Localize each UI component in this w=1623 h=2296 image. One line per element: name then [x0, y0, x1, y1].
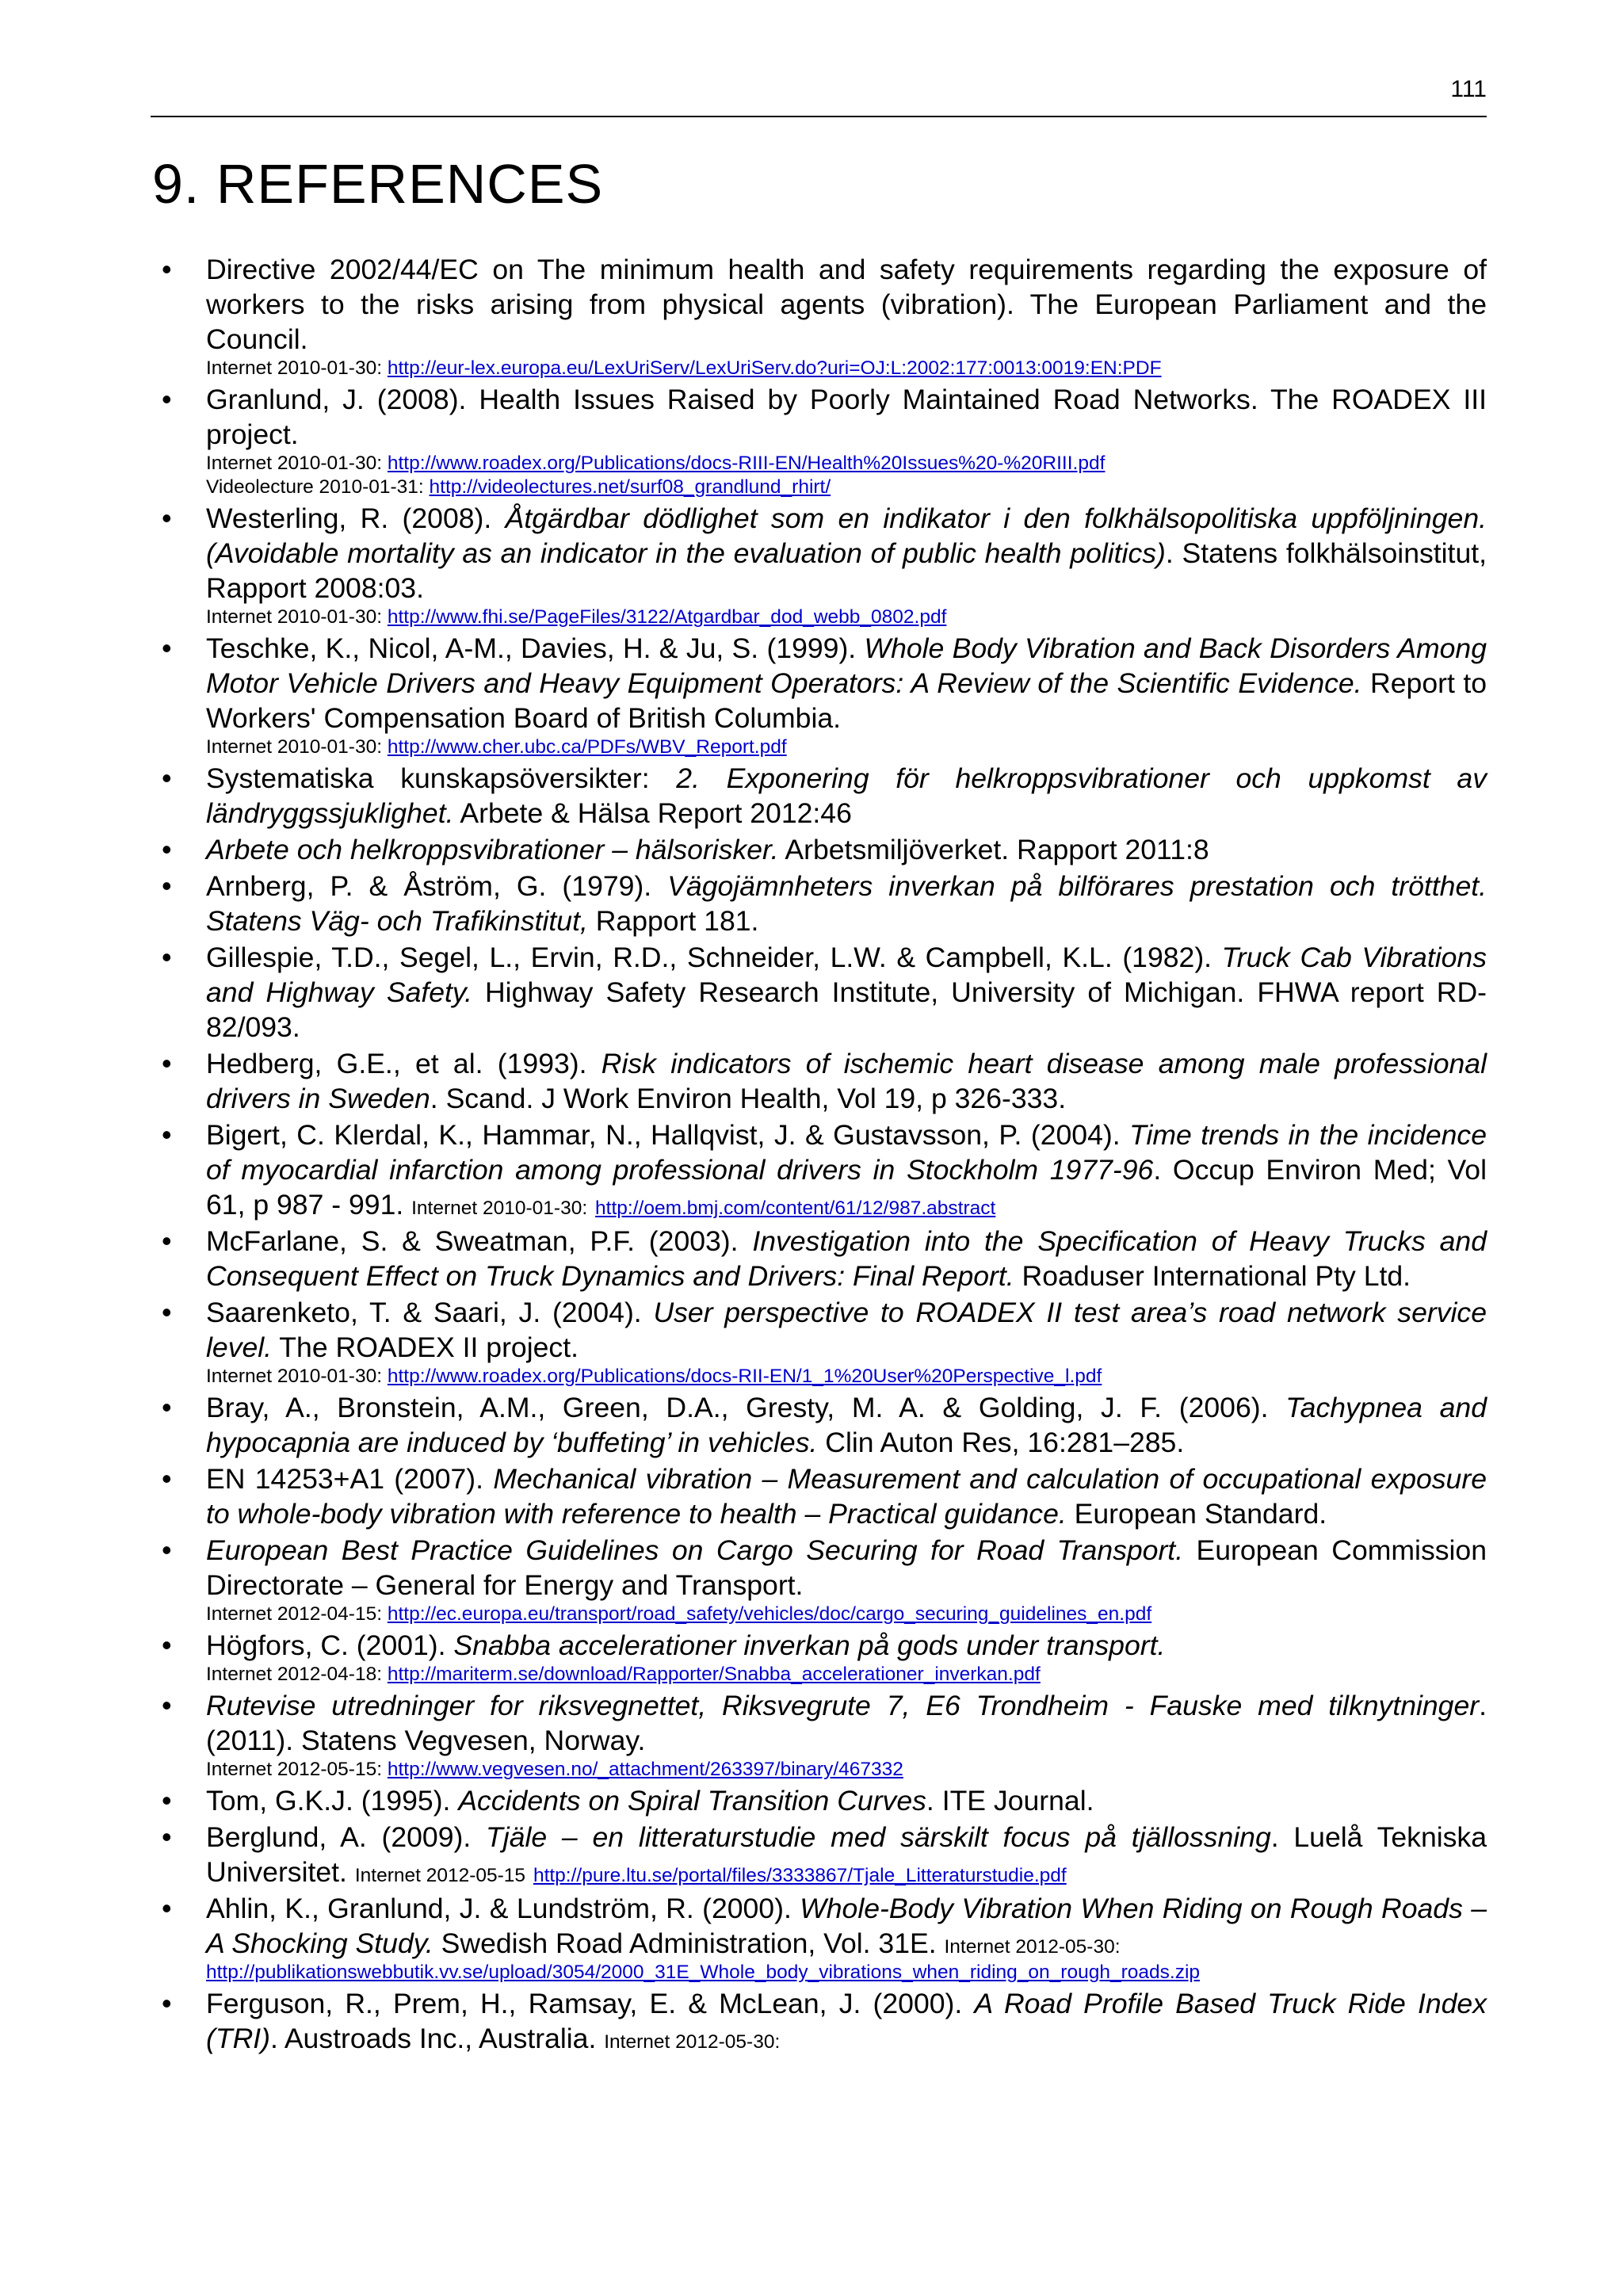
reference-title: Time trends in the incidence of myocardial infarction among professional drivers in Stockholm 1977-96	[206, 1119, 1487, 1186]
reference-item	[151, 1783, 1487, 1818]
reference-source: . Statens folkhälsoinstitut, Rapport 2008:03.	[206, 537, 1487, 604]
reference-item	[151, 1986, 1487, 2056]
bullet-icon: •	[162, 1689, 172, 1721]
reference-title: 2. Exponering för helkroppsvibrationer och uppkomst av ländryggssjuklighet.	[206, 762, 1487, 829]
internet-label: Internet 2010-01-30:	[206, 357, 383, 379]
header-rule	[151, 116, 1487, 117]
reference-item	[151, 1117, 1487, 1222]
reference-authors: Arnberg, P. & Åström, G. (1979).	[206, 870, 668, 902]
reference-item	[151, 869, 1487, 938]
internet-label: Internet 2012-04-15:	[206, 1603, 383, 1625]
reference-source: Arbetsmiljöverket. Rapport 2011:8	[778, 834, 1209, 865]
reference-item	[151, 1224, 1487, 1293]
reference-title: A Road Profile Based Truck Ride Index (TRI)	[206, 1988, 1487, 2054]
reference-authors: Westerling, R. (2008).	[206, 502, 506, 534]
reference-source: Highway Safety Research Institute, University of Michigan. FHWA report RD-82/093.	[206, 976, 1487, 1043]
reference-item	[151, 252, 1487, 380]
reference-link[interactable]: http://pure.ltu.se/portal/files/3333867/Tjale_Litteraturstudie.pdf	[533, 1865, 1067, 1886]
reference-source: Rapport 181.	[587, 905, 759, 937]
bullet-icon: •	[162, 383, 172, 415]
internet-label: Internet 2010-01-30:	[411, 1198, 588, 1219]
reference-authors: Ahlin, K., Granlund, J. & Lundström, R. (2000).	[206, 1893, 800, 1924]
reference-text: Directive 2002/44/EC on The minimum health and safety requirements regarding the exposure of workers to the risks arising from physical agents (vibration). The European Parliament and the Council.	[206, 254, 1487, 355]
bullet-icon: •	[162, 833, 172, 865]
reference-source: European Standard.	[1066, 1498, 1327, 1530]
reference-title: Snabba accelerationer inverkan på gods under transport.	[453, 1629, 1166, 1661]
reference-item	[151, 501, 1487, 629]
reference-authors: Bigert, C. Klerdal, K., Hammar, N., Hallqvist, J. & Gustavsson, P. (2004).	[206, 1119, 1130, 1151]
reference-link[interactable]: http://eur-lex.europa.eu/LexUriServ/LexUriServ.do?uri=OJ:L:2002:177:0013:0019:EN:PDF	[387, 357, 1162, 379]
internet-label: Internet 2012-05-15:	[206, 1759, 383, 1780]
reference-item	[151, 1533, 1487, 1626]
reference-authors: Bray, A., Bronstein, A.M., Green, D.A., Gresty, M. A. & Golding, J. F. (2006).	[206, 1392, 1286, 1423]
reference-title: Truck Cab Vibrations and Highway Safety.	[206, 942, 1487, 1008]
reference-link[interactable]: http://publikationswebbutik.vv.se/upload/3054/2000_31E_Whole_body_vibrations_when_riding_on_rough_roads.zip	[206, 1962, 1201, 1983]
reference-source: European Commission Directorate – General for Energy and Transport.	[206, 1534, 1487, 1601]
reference-item	[151, 631, 1487, 759]
reference-item	[151, 382, 1487, 499]
reference-item	[151, 1628, 1487, 1687]
reference-title: User perspective to ROADEX II test area’s road network service level.	[206, 1297, 1487, 1363]
reference-source: . Luelå Tekniska Universitet.	[206, 1821, 1487, 1888]
reference-authors: Gillespie, T.D., Segel, L., Ervin, R.D., Schneider, L.W. & Campbell, K.L. (1982).	[206, 942, 1222, 973]
reference-link[interactable]: http://ec.europa.eu/transport/road_safety/vehicles/doc/cargo_securing_guidelines_en.pdf	[387, 1603, 1152, 1625]
reference-authors: McFarlane, S. & Sweatman, P.F. (2003).	[206, 1225, 753, 1257]
reference-authors: Teschke, K., Nicol, A-M., Davies, H. & Ju, S. (1999).	[206, 632, 865, 664]
reference-link[interactable]: http://www.roadex.org/Publications/docs-RIII-EN/Health%20Issues%20-%20RIII.pdf	[387, 453, 1106, 474]
bullet-icon: •	[162, 1784, 172, 1817]
reference-item	[151, 1688, 1487, 1782]
reference-item	[151, 1046, 1487, 1116]
reference-link[interactable]: http://oem.bmj.com/content/61/12/987.abstract	[595, 1198, 996, 1219]
bullet-icon: •	[162, 1820, 172, 1853]
bullet-icon: •	[162, 1629, 172, 1661]
reference-authors: Ferguson, R., Prem, H., Ramsay, E. & McLean, J. (2000).	[206, 1988, 975, 2019]
reference-link[interactable]: http://www.fhi.se/PageFiles/3122/Atgardbar_dod_webb_0802.pdf	[387, 606, 947, 628]
reference-link[interactable]: http://www.cher.ubc.ca/PDFs/WBV_Report.pdf	[387, 736, 787, 758]
reference-title: Åtgärdbar dödlighet som en indikator i den folkhälsopolitiska uppföljningen. (Avoidable mortality as an indicator in the evaluation of public health politics)	[206, 502, 1487, 569]
reference-source: . Austroads Inc., Australia.	[270, 2023, 605, 2054]
bullet-icon: •	[162, 632, 172, 664]
internet-label: Internet 2010-01-30:	[206, 736, 383, 758]
videolecture-label: Videolecture 2010-01-31:	[206, 476, 424, 498]
bullet-icon: •	[162, 1987, 172, 2019]
reference-source: The ROADEX II project.	[272, 1331, 579, 1363]
reference-title: Whole Body Vibration and Back Disorders Among Motor Vehicle Drivers and Heavy Equipment Operators: A Review of the Scientific Evidence.	[206, 632, 1487, 699]
reference-source: . (2011). Statens Vegvesen, Norway.	[206, 1690, 1487, 1756]
reference-source: Swedish Road Administration, Vol. 31E.	[433, 1927, 945, 1959]
bullet-icon: •	[162, 502, 172, 534]
reference-source: . ITE Journal.	[926, 1785, 1094, 1817]
reference-authors: Berglund, A. (2009).	[206, 1821, 487, 1853]
reference-title: Accidents on Spiral Transition Curves	[458, 1785, 926, 1817]
bullet-icon: •	[162, 869, 172, 902]
reference-item	[151, 1295, 1487, 1389]
reference-item	[151, 1390, 1487, 1460]
bullet-icon: •	[162, 1462, 172, 1495]
reference-item	[151, 1891, 1487, 1985]
internet-label: Internet 2012-05-30:	[604, 2031, 781, 2053]
reference-source: Clin Auton Res, 16:281–285.	[817, 1427, 1185, 1458]
reference-authors: Hedberg, G.E., et al. (1993).	[206, 1048, 601, 1079]
bullet-icon: •	[162, 1534, 172, 1566]
bullet-icon: •	[162, 762, 172, 794]
reference-authors: EN 14253+A1 (2007).	[206, 1463, 494, 1495]
reference-title: Mechanical vibration – Measurement and calculation of occupational exposure to whole-body vibration with reference to health – Practical guidance.	[206, 1463, 1487, 1530]
reference-source: . Scand. J Work Environ Health, Vol 19, p 326-333.	[430, 1083, 1067, 1114]
reference-source: Arbete & Hälsa Report 2012:46	[453, 797, 852, 829]
reference-link[interactable]: http://mariterm.se/download/Rapporter/Snabba_accelerationer_inverkan.pdf	[387, 1664, 1041, 1685]
internet-label: Internet 2012-04-18:	[206, 1664, 383, 1685]
bullet-icon: •	[162, 1047, 172, 1079]
bullet-icon: •	[162, 1892, 172, 1924]
reference-item	[151, 761, 1487, 831]
internet-label: Internet 2010-01-30:	[206, 1366, 383, 1387]
bullet-icon: •	[162, 1224, 172, 1257]
reference-link[interactable]: http://www.roadex.org/Publications/docs-RII-EN/1_1%20User%20Perspective_l.pdf	[387, 1366, 1102, 1387]
reference-item	[151, 1461, 1487, 1531]
reference-item	[151, 832, 1487, 867]
reference-link[interactable]: http://www.vegvesen.no/_attachment/263397/binary/467332	[387, 1759, 903, 1780]
reference-authors: Systematiska kunskapsöversikter:	[206, 762, 677, 794]
page-title: 9. REFERENCES	[152, 153, 604, 215]
page-number: 111	[1450, 76, 1487, 102]
reference-title: Vägojämnheters inverkan på bilförares prestation och trötthet. Statens Väg- och Trafikinstitut,	[206, 870, 1487, 937]
bullet-icon: •	[162, 253, 172, 285]
reference-title: Investigation into the Specification of Heavy Trucks and Consequent Effect on Truck Dynamics and Drivers: Final Report.	[206, 1225, 1487, 1292]
reference-list	[151, 252, 1487, 2057]
reference-title: Risk indicators of ischemic heart disease among male professional drivers in Sweden	[206, 1048, 1487, 1114]
internet-label: Internet 2012-05-30:	[944, 1936, 1121, 1958]
reference-source: Report to Workers' Compensation Board of British Columbia.	[206, 667, 1487, 734]
bullet-icon: •	[162, 1296, 172, 1328]
reference-authors: Tom, G.K.J. (1995).	[206, 1785, 459, 1817]
reference-title: Arbete och helkroppsvibrationer – hälsorisker.	[206, 834, 779, 865]
bullet-icon: •	[162, 941, 172, 973]
reference-item	[151, 940, 1487, 1045]
reference-text: Granlund, J. (2008). Health Issues Raised by Poorly Maintained Road Networks. The ROADEX III project.	[206, 384, 1487, 450]
internet-label: Internet 2012-05-15	[354, 1865, 526, 1886]
internet-label: Internet 2010-01-30:	[206, 453, 383, 474]
bullet-icon: •	[162, 1391, 172, 1423]
reference-title: Rutevise utredninger for riksvegnettet, Riksvegrute 7, E6 Trondheim - Fauske med tilknytninger	[206, 1690, 1480, 1721]
videolecture-link[interactable]: http://videolectures.net/surf08_grandlund_rhirt/	[429, 476, 831, 498]
reference-title: Whole-Body Vibration When Riding on Rough Roads – A Shocking Study.	[206, 1893, 1487, 1959]
reference-source: . Occup Environ Med; Vol 61, p 987 - 991.	[206, 1154, 1487, 1221]
reference-title: European Best Practice Guidelines on Cargo Securing for Road Transport.	[206, 1534, 1184, 1566]
reference-authors: Högfors, C. (2001).	[206, 1629, 454, 1661]
reference-authors: Saarenketo, T. & Saari, J. (2004).	[206, 1297, 654, 1328]
internet-label: Internet 2010-01-30:	[206, 606, 383, 628]
reference-title: Tjäle – en litteraturstudie med särskilt focus på tjällossning	[486, 1821, 1271, 1853]
reference-item	[151, 1820, 1487, 1889]
bullet-icon: •	[162, 1118, 172, 1151]
reference-title: Tachypnea and hypocapnia are induced by ‘buffeting’ in vehicles.	[206, 1392, 1487, 1458]
reference-source: Roaduser International Pty Ltd.	[1014, 1260, 1411, 1292]
